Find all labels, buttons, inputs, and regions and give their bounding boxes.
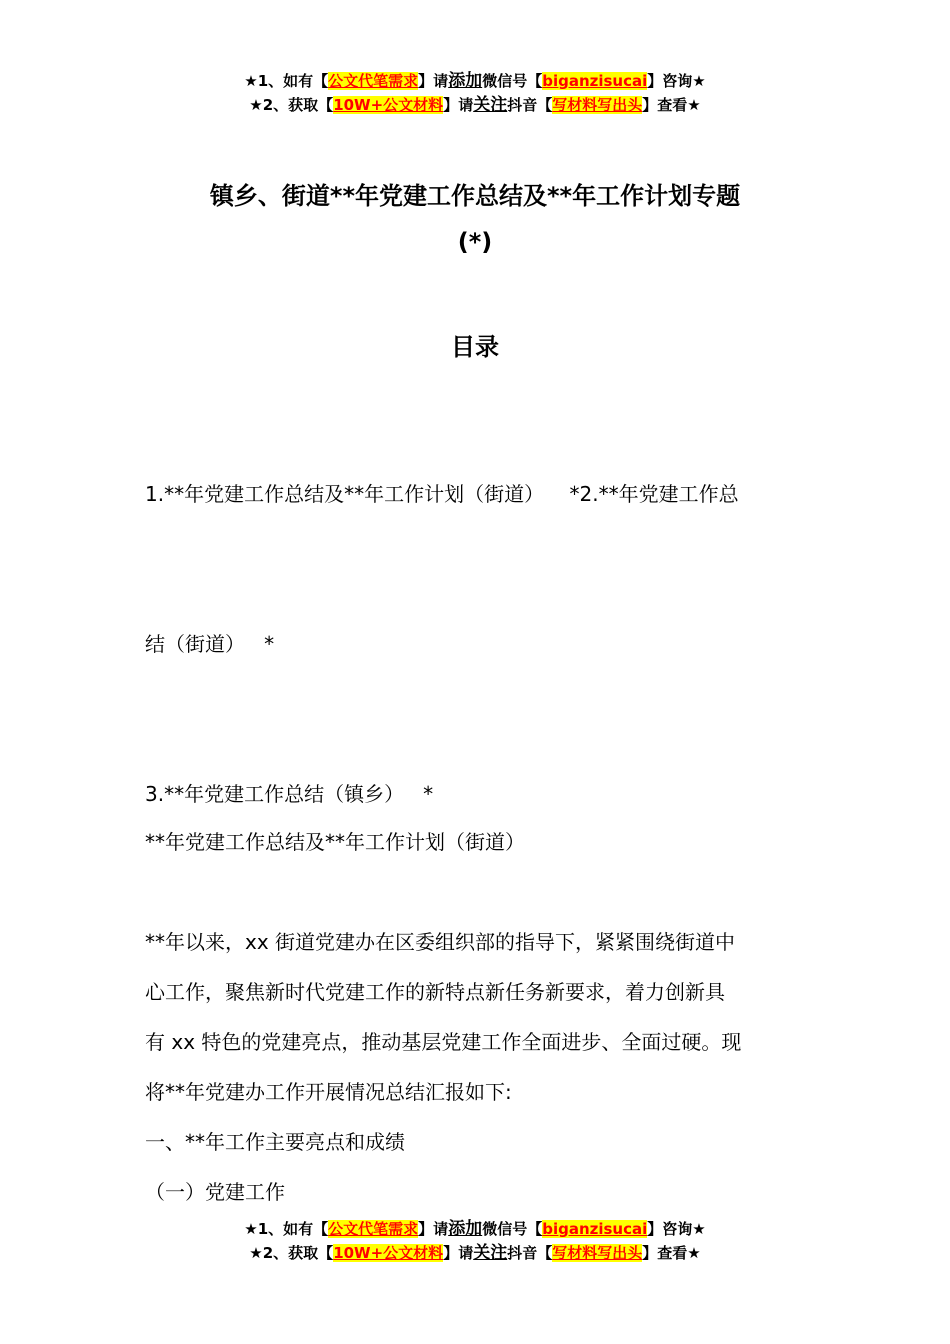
wechat-id: biganzisucai: [542, 1220, 648, 1238]
banner-line-2: ★2、获取【10W+公文材料】请关注抖音【写材料写出头】查看★: [249, 95, 701, 115]
douyin-id: 写材料写出头: [552, 96, 643, 114]
section-title: **年党建工作总结及**年工作计划（街道）: [145, 830, 525, 854]
toc-entry-1-cont: 结（街道） *: [145, 632, 275, 656]
highlight-keyword: 10W+公文材料: [333, 96, 444, 114]
banner-line-2: ★2、获取【10W+公文材料】请关注抖音【写材料写出头】查看★: [249, 1243, 701, 1263]
body-paragraph: [145, 917, 810, 1217]
para-line: 将**年党建办工作开展情况总结汇报如下:: [145, 1080, 512, 1104]
para-line: 有 xx 特色的党建亮点，推动基层党建工作全面进步、全面过硬。现: [145, 1030, 742, 1054]
bottom-banner: [0, 1217, 950, 1265]
highlight-keyword: 公文代笔需求: [328, 1220, 419, 1238]
para-line: 心工作，聚焦新时代党建工作的新特点新任务新要求，着力创新具: [145, 980, 725, 1004]
heading-level-1: 一、**年工作主要亮点和成绩: [145, 1130, 405, 1154]
banner-line-1: ★1、如有【公文代笔需求】请添加微信号【biganzisucai】咨询★: [244, 71, 706, 91]
doc-title: 镇乡、街道**年党建工作总结及**年工作计划专题: [209, 182, 741, 210]
toc-entry-3: 3.**年党建工作总结（镇乡） *: [145, 782, 434, 806]
top-banner: [0, 69, 950, 117]
doc-title-suffix: (*): [457, 228, 493, 256]
toc-heading: 目录: [451, 333, 499, 361]
heading-level-2: （一）党建工作: [145, 1180, 285, 1204]
para-line: **年以来，xx 街道党建办在区委组织部的指导下，紧紧围绕街道中: [145, 930, 736, 954]
toc-entry-1: 1.**年党建工作总结及**年工作计划（街道） *2.**年党建工作总: [145, 482, 739, 506]
douyin-id: 写材料写出头: [552, 1244, 643, 1262]
banner-line-1: ★1、如有【公文代笔需求】请添加微信号【biganzisucai】咨询★: [244, 1219, 706, 1239]
toc-list: [145, 369, 810, 869]
wechat-id: biganzisucai: [542, 72, 648, 90]
highlight-keyword: 10W+公文材料: [333, 1244, 444, 1262]
highlight-keyword: 公文代笔需求: [328, 72, 419, 90]
